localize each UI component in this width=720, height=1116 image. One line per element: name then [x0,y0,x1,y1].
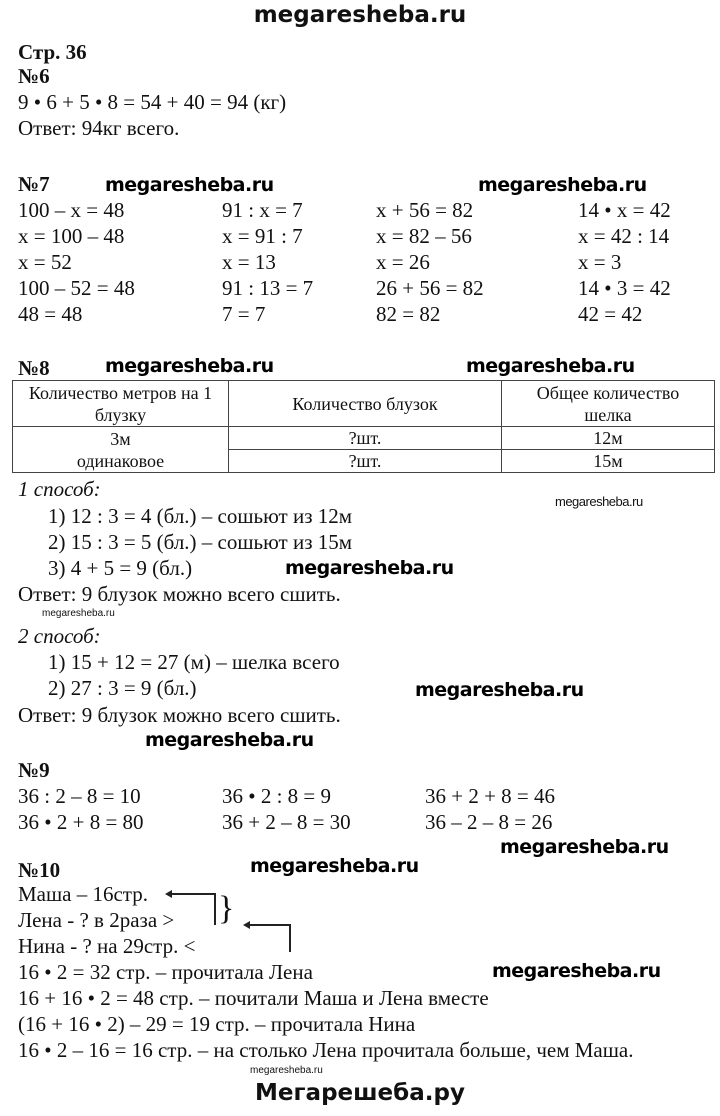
solution-line: 16 • 2 = 32 стр. – прочитала Лена [18,960,313,984]
table-cell [13,427,229,473]
condition-line: Лена - ? в 2раза > [18,908,175,932]
expression: 36 • 2 + 8 = 80 [18,810,144,834]
solution-step: 3) 4 + 5 = 9 (бл.) [48,556,193,580]
task-6-equation: 9 • 6 + 5 • 8 = 54 + 40 = 94 (кг) [18,90,287,114]
equation: 82 = 82 [376,302,441,326]
task-7-title: №7 [18,172,50,196]
equation: 100 – x = 48 [18,198,125,222]
equation: x = 91 : 7 [222,224,303,248]
watermark: megaresheba.ru [500,836,669,858]
equation: x = 82 – 56 [376,224,472,248]
equation: 42 = 42 [578,302,643,326]
solution-line: 16 + 16 • 2 = 48 стр. – почитали Маша и Лена вместе [18,986,489,1010]
solution-step: 2) 15 : 3 = 5 (бл.) – сошьют из 15м [48,530,353,554]
watermark: megaresheba.ru [285,557,454,579]
watermark: megaresheba.ru [145,729,314,751]
condition-line: Маша – 16стр. [18,882,148,906]
site-footer: Мегарешеба.ру [255,1080,465,1106]
expression: 36 • 2 : 8 = 9 [222,784,332,808]
watermark: megaresheba.ru [250,1065,323,1076]
table-header: Количество метров на 1 блузку [13,381,229,427]
equation: 91 : 13 = 7 [222,276,314,300]
page-number: Стр. 36 [18,40,87,64]
solution-step: 1) 12 : 3 = 4 (бл.) – сошьют из 12м [48,504,353,528]
equation: 100 – 52 = 48 [18,276,135,300]
equation: 14 • x = 42 [578,198,671,222]
watermark: megaresheba.ru [105,174,274,196]
table-header: Общее количество шелка [502,381,715,427]
expression: 36 – 2 – 8 = 26 [425,810,553,834]
equation: 26 + 56 = 82 [376,276,484,300]
equation: 48 = 48 [18,302,83,326]
table-header: Количество блузок [229,381,502,427]
equation: x = 100 – 48 [18,224,125,248]
solution-step: 1) 15 + 12 = 27 (м) – шелка всего [48,650,340,674]
task-6-title: №6 [18,64,50,88]
brace-icon: } [218,890,235,927]
table-cell: 12м [502,427,715,450]
equation: x = 13 [222,250,276,274]
task-8-table [12,380,715,473]
expression: 36 : 2 – 8 = 10 [18,784,141,808]
cell-line: 3м [110,428,131,449]
condition-line: Нина - ? на 29стр. < [18,934,196,958]
expression: 36 + 2 + 8 = 46 [425,784,556,808]
solution-step: 2) 27 : 3 = 9 (бл.) [48,676,197,700]
way-2-label: 2 способ: [18,624,101,648]
watermark: megaresheba.ru [415,679,584,701]
equation: x = 3 [578,250,622,274]
watermark: megaresheba.ru [250,855,419,877]
expression: 36 + 2 – 8 = 30 [222,810,351,834]
table-cell: ?шт. [229,427,502,450]
equation: 91 : x = 7 [222,198,303,222]
task-9-title: №9 [18,758,50,782]
equation: x + 56 = 82 [376,198,474,222]
watermark: megaresheba.ru [105,355,274,377]
watermark: megaresheba.ru [555,494,643,509]
equation: x = 42 : 14 [578,224,670,248]
equation: 7 = 7 [222,302,266,326]
task-10-title: №10 [18,858,61,882]
equation: 14 • 3 = 42 [578,276,671,300]
way-1-label: 1 способ: [18,477,101,501]
cell-line: одинаковое [76,450,165,471]
watermark: megaresheba.ru [42,608,115,619]
watermark: megaresheba.ru [478,174,647,196]
watermark: megaresheba.ru [466,355,635,377]
solution-line: (16 + 16 • 2) – 29 = 19 стр. – прочитала Нина [18,1012,416,1036]
task-6-answer: Ответ: 94кг всего. [18,116,180,140]
table-cell: ?шт. [229,450,502,473]
solution-line: 16 • 2 – 16 = 16 стр. – на столько Лена прочитала больше, чем Маша. [18,1038,634,1062]
task-8-title: №8 [18,356,50,380]
answer: Ответ: 9 блузок можно всего сшить. [18,582,341,606]
equation: x = 26 [376,250,430,274]
table-cell: 15м [502,450,715,473]
answer: Ответ: 9 блузок можно всего сшить. [18,703,341,727]
watermark: megaresheba.ru [492,960,661,982]
equation: x = 52 [18,250,72,274]
site-header: megaresheba.ru [253,2,467,28]
